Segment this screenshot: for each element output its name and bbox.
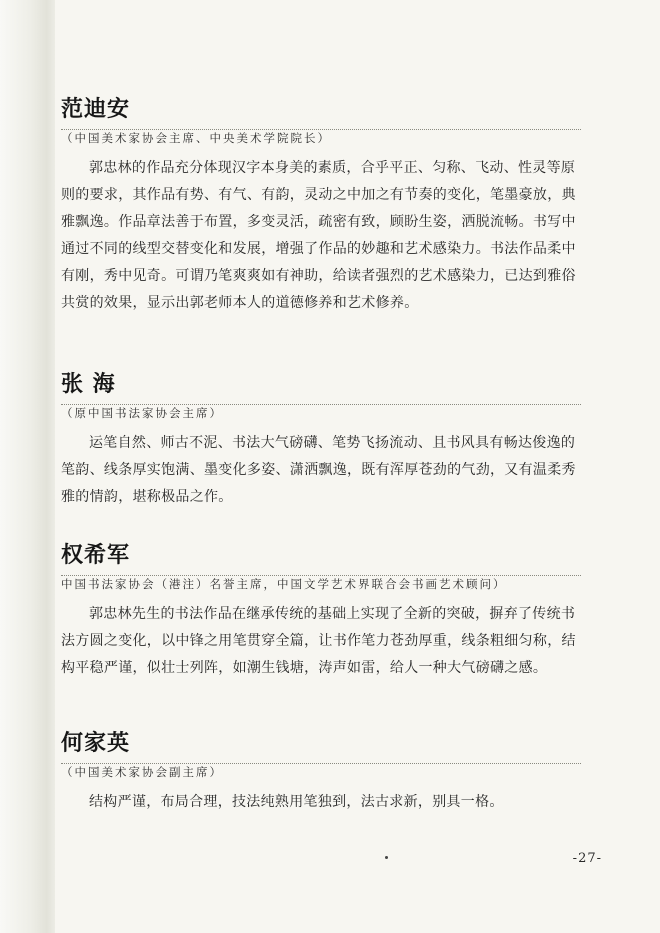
commenter-title-row [61, 127, 581, 145]
commenter-title: 中国书法家协会（港注）名誉主席，中国文学艺术界联合会书画艺术顾问） [61, 577, 507, 591]
commenter-name: 张 海 [61, 372, 116, 397]
comment-section-fan-dian [61, 97, 581, 317]
commenter-title-row [61, 761, 581, 779]
dotted-divider [61, 129, 581, 130]
comment-paragraph: 郭忠林的作品充分体现汉字本身美的素质，合乎平正、匀称、飞动、性灵等原则的要求，其作品有势、有气、有韵，灵动之中加之有节奏的变化，笔墨豪放，典雅飘逸。作品章法善于布置，多变灵活，疏密有致，顾盼生姿，洒脱流畅。书写中通过不同的线型交替变化和发展，增强了作品的妙趣和艺术感染力。书法作品柔中有刚，秀中见奇。可谓乃笔爽爽如有神助，给读者强烈的艺术感染力，已达到雅俗共赏的效果，显示出郭老师本人的道德修养和艺术修养。 [61, 160, 576, 311]
comment-text-block [61, 155, 581, 317]
comment-section-quan-xi-jun [61, 543, 581, 682]
commenter-name: 何家英 [61, 731, 131, 756]
book-page [55, 0, 660, 933]
commenter-title: （中国美术家协会副主席） [61, 765, 223, 779]
comment-text-block [61, 789, 581, 816]
commenter-title: （原中国书法家协会主席） [61, 406, 223, 420]
commenter-title-row [61, 402, 581, 420]
page-number: -27- [572, 851, 602, 866]
comment-section-zhang-hai [61, 372, 581, 511]
commenter-title-row [61, 573, 581, 591]
comment-section-he-jia-ying [61, 731, 581, 816]
comment-text-block [61, 430, 581, 511]
print-speck [385, 856, 388, 859]
dotted-divider [61, 763, 581, 764]
commenter-name: 权希军 [61, 543, 131, 568]
commenter-title: （中国美术家协会主席、中央美术学院院长） [61, 131, 331, 145]
dotted-divider [61, 575, 581, 576]
comment-text-block [61, 601, 581, 682]
comment-paragraph: 结构严谨，布局合理，技法纯熟用笔独到，法古求新，别具一格。 [89, 794, 504, 810]
comment-paragraph: 郭忠林先生的书法作品在继承传统的基础上实现了全新的突破，摒弃了传统书法方圆之变化，以中锋之用笔贯穿全篇，让书作笔力苍劲厚重，线条粗细匀称，结构平稳严谨，似壮士列阵，如潮生钱塘，涛声如雷，给人一种大气磅礴之感。 [61, 606, 576, 676]
commenter-name: 范迪安 [61, 97, 131, 122]
dotted-divider [61, 404, 581, 405]
binding-gutter [0, 0, 55, 933]
comment-paragraph: 运笔自然、师古不泥、书法大气磅礴、笔势飞扬流动、且书风具有畅达俊逸的笔韵、线条厚实饱满、墨变化多姿、潇洒飘逸，既有浑厚苍劲的气劲，又有温柔秀雅的情韵，堪称极品之作。 [61, 435, 576, 505]
